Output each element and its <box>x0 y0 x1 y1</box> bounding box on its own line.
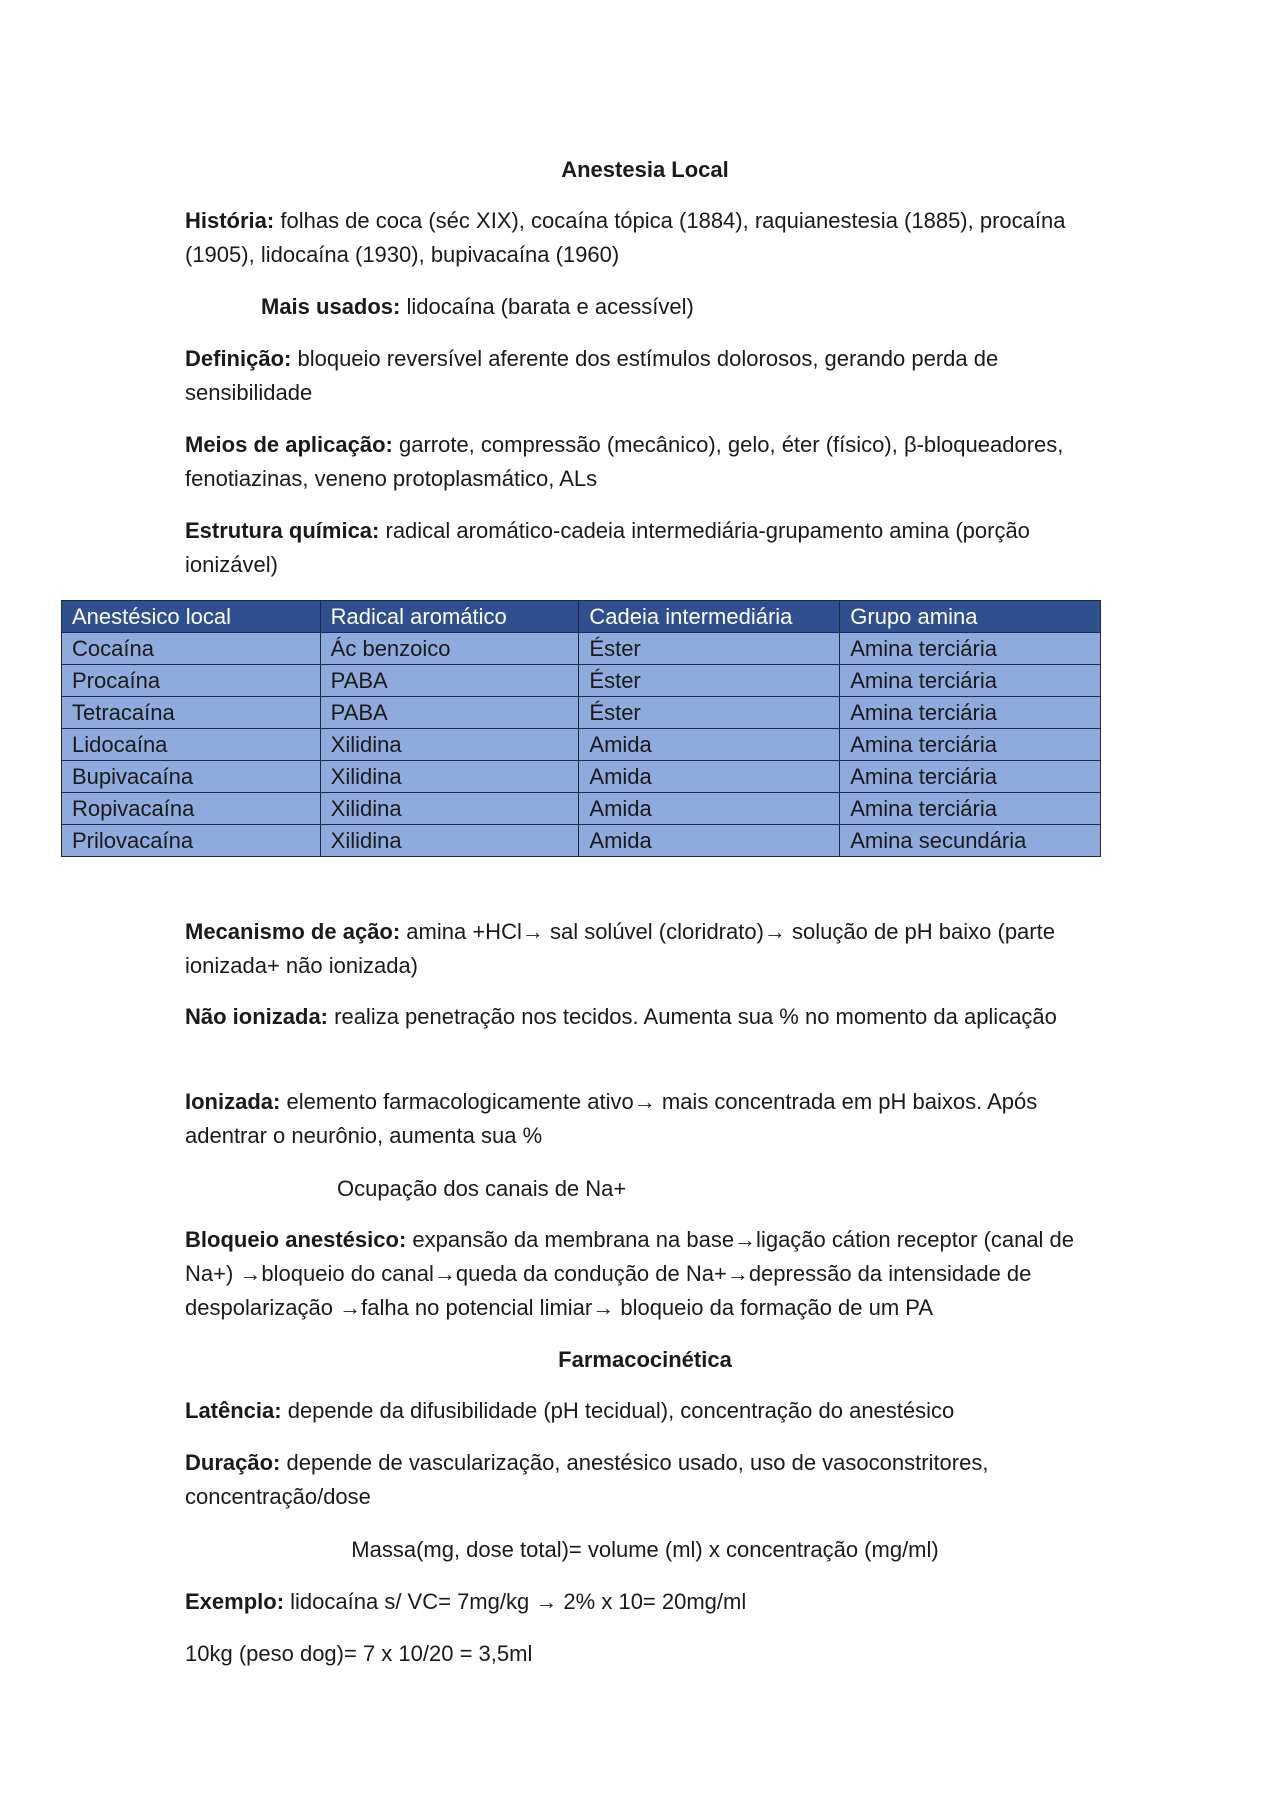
table-cell: Bupivacaína <box>62 761 321 793</box>
historia-paragraph <box>185 204 1105 272</box>
table-cell: Xilidina <box>320 729 579 761</box>
mecanismo-label: Mecanismo de ação: <box>185 919 401 944</box>
historia-text: folhas de coca (séc XIX), cocaína tópica (1884), raquianestesia (1885), procaína (1905), lidocaína (1930), bupivacaína (1960) <box>185 208 1066 267</box>
mecanismo-paragraph <box>185 915 1105 983</box>
table-cell: PABA <box>320 697 579 729</box>
table-row <box>62 729 1101 761</box>
table-cell: Ropivacaína <box>62 793 321 825</box>
table-cell: Amina secundária <box>840 825 1101 857</box>
page-title: Anestesia Local <box>561 157 729 182</box>
table-cell: Amina terciária <box>840 761 1101 793</box>
calculo-line: 10kg (peso dog)= 7 x 10/20 = 3,5ml <box>185 1641 533 1666</box>
table-row <box>62 697 1101 729</box>
ionizada-label: Ionizada: <box>185 1089 281 1114</box>
exemplo-text: lidocaína s/ VC= 7mg/kg → 2% x 10= 20mg/ml <box>284 1589 747 1614</box>
latencia-paragraph <box>185 1394 1105 1428</box>
definicao-text: bloqueio reversível aferente dos estímulos dolorosos, gerando perda de sensibilidade <box>185 346 999 405</box>
table-cell: Xilidina <box>320 761 579 793</box>
definicao-label: Definição: <box>185 346 292 371</box>
historia-label: História: <box>185 208 275 233</box>
definicao-paragraph <box>185 342 1105 410</box>
nao-ionizada-text: realiza penetração nos tecidos. Aumenta sua % no momento da aplicação <box>328 1004 1057 1029</box>
ionizada-text: elemento farmacologicamente ativo→ mais concentrada em pH baixos. Após adentrar o neurônio, aumenta sua % <box>185 1089 1038 1148</box>
latencia-label: Latência: <box>185 1398 282 1423</box>
bloqueio-paragraph <box>185 1223 1105 1325</box>
table-cell: Xilidina <box>320 793 579 825</box>
table-row <box>62 761 1101 793</box>
table-row <box>62 825 1101 857</box>
nao-ionizada-paragraph <box>185 1000 1105 1034</box>
table-cell: Amina terciária <box>840 729 1101 761</box>
nao-ionizada-label: Não ionizada: <box>185 1004 329 1029</box>
table-header-row <box>62 601 1101 633</box>
estrutura-paragraph <box>185 514 1105 582</box>
ionizada-paragraph <box>185 1085 1105 1153</box>
duracao-paragraph <box>185 1446 1105 1514</box>
header-grupo-amina: Grupo amina <box>840 601 1101 633</box>
meios-label: Meios de aplicação: <box>185 432 393 457</box>
table-cell: Éster <box>579 665 840 697</box>
mecanismo-text: amina +HCl→ sal solúvel (cloridrato)→ solução de pH baixo (parte ionizada+ não ionizada) <box>185 919 1055 978</box>
header-radical: Radical aromático <box>320 601 579 633</box>
table-cell: Amina terciária <box>840 793 1101 825</box>
formula-line: Massa(mg, dose total)= volume (ml) x concentração (mg/ml) <box>351 1537 939 1562</box>
table-cell: Ác benzoico <box>320 633 579 665</box>
table-cell: Amida <box>579 793 840 825</box>
header-anestesico: Anestésico local <box>62 601 321 633</box>
meios-paragraph <box>185 428 1105 496</box>
table-row <box>62 633 1101 665</box>
table-cell: Xilidina <box>320 825 579 857</box>
table-cell: PABA <box>320 665 579 697</box>
table-cell: Prilovacaína <box>62 825 321 857</box>
bloqueio-text: expansão da membrana na base→ligação cátion receptor (canal de Na+) →bloqueio do canal→queda da condução de Na+→depressão da intensidade de despolarização →falha no potencial limiar→ bloqueio da formação de um PA <box>185 1227 1075 1320</box>
table-cell: Éster <box>579 633 840 665</box>
mais-usados-text: lidocaína (barata e acessível) <box>400 294 694 319</box>
table-cell: Amida <box>579 825 840 857</box>
table-cell: Amina terciária <box>840 633 1101 665</box>
ocupacao-line: Ocupação dos canais de Na+ <box>337 1176 627 1201</box>
table-cell: Cocaína <box>62 633 321 665</box>
exemplo-paragraph <box>185 1585 1105 1619</box>
table-cell: Amida <box>579 729 840 761</box>
table-cell: Lidocaína <box>62 729 321 761</box>
table-cell: Éster <box>579 697 840 729</box>
bloqueio-label: Bloqueio anestésico: <box>185 1227 407 1252</box>
table-row <box>62 793 1101 825</box>
exemplo-label: Exemplo: <box>185 1589 285 1614</box>
latencia-text: depende da difusibilidade (pH tecidual), concentração do anestésico <box>281 1398 955 1423</box>
header-cadeia: Cadeia intermediária <box>579 601 840 633</box>
table-row <box>62 665 1101 697</box>
table-cell: Amida <box>579 761 840 793</box>
table-cell: Procaína <box>62 665 321 697</box>
duracao-label: Duração: <box>185 1450 281 1475</box>
section-heading-farmacocinetica: Farmacocinética <box>558 1347 732 1372</box>
estrutura-label: Estrutura química: <box>185 518 380 543</box>
table-cell: Amina terciária <box>840 665 1101 697</box>
anesthetics-table <box>61 600 1101 857</box>
duracao-text: depende de vascularização, anestésico usado, uso de vasoconstritores, concentração/dose <box>185 1450 989 1509</box>
table-cell: Tetracaína <box>62 697 321 729</box>
mais-usados-label: Mais usados: <box>261 294 401 319</box>
mais-usados-paragraph <box>261 290 694 324</box>
table-cell: Amina terciária <box>840 697 1101 729</box>
estrutura-text: radical aromático-cadeia intermediária-grupamento amina (porção ionizável) <box>185 518 1030 577</box>
meios-text: garrote, compressão (mecânico), gelo, éter (físico), β-bloqueadores, fenotiazinas, veneno protoplasmático, ALs <box>185 432 1064 491</box>
